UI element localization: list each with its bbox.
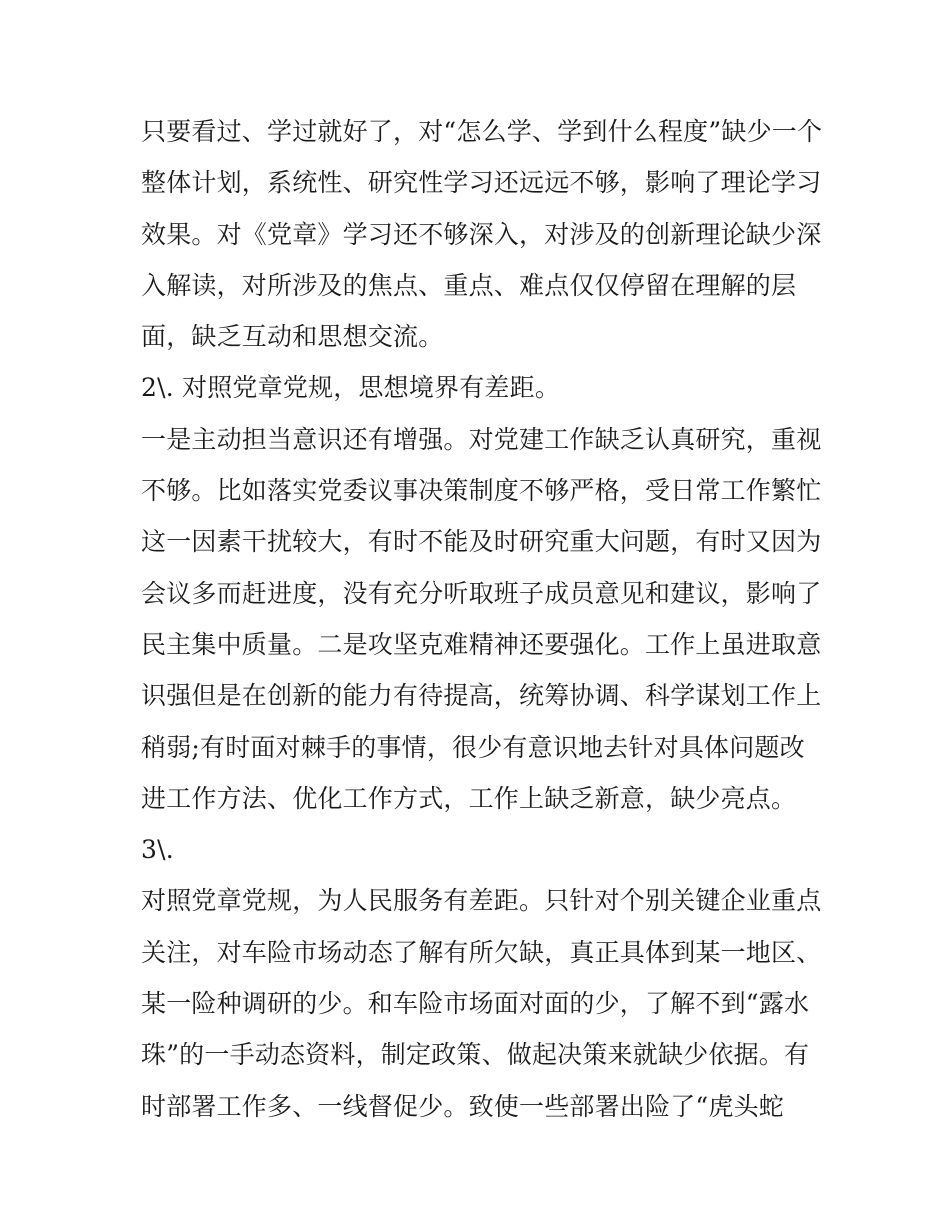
text-line: 民主集中质量。二是攻坚克难精神还要强化。工作上虽进取意 [141,629,822,659]
text-line: 这一因素干扰较大，有时不能及时研究重大问题，有时又因为 [141,527,822,557]
text-line: 珠”的一手动态资料，制定政策、做起决策来就缺少依据。有 [141,1040,810,1070]
text-line: 某一险种调研的少。和车险市场面对面的少，了解不到“露水 [141,989,810,1019]
section-heading-2: 2\. 对照党章党规，思想境界有差距。 [141,373,561,403]
text-line: 效果。对《党章》学习还不够深入，对涉及的创新理论缺少深 [141,219,822,249]
text-line: 会议多而赶进度，没有充分听取班子成员意见和建议，影响了 [141,578,822,608]
text-line: 时部署工作多、一线督促少。致使一些部署出险了“虎头蛇 [141,1091,784,1121]
section-number-3: 3\. [141,835,174,865]
text-line: 对照党章党规，为人民服务有差距。只针对个别关键企业重点 [141,886,822,916]
text-line: 整体计划，系统性、研究性学习还远远不够，影响了理论学习 [141,168,822,198]
body-text [141,106,821,1132]
text-line: 只要看过、学过就好了，对“怎么学、学到什么程度”缺少一个 [141,117,823,146]
text-line: 稍弱;有时面对棘手的事情，很少有意识地去针对具体问题改 [141,732,805,762]
text-line: 不够。比如落实党委议事决策制度不够严格，受日常工作繁忙 [141,476,822,506]
text-line: 面，缺乏互动和思想交流。 [141,322,444,352]
text-line: 关注，对车险市场动态了解有所欠缺，真正具体到某一地区、 [141,937,822,967]
text-line: 一是主动担当意识还有增强。对党建工作缺乏认真研究，重视 [141,424,822,454]
text-line: 入解读，对所涉及的焦点、重点、难点仅仅停留在理解的层 [141,270,797,300]
text-line: 进工作方法、优化工作方式，工作上缺乏新意，缺少亮点。 [141,783,797,813]
text-line: 识强但是在创新的能力有待提高，统筹协调、科学谋划工作上 [141,681,822,711]
